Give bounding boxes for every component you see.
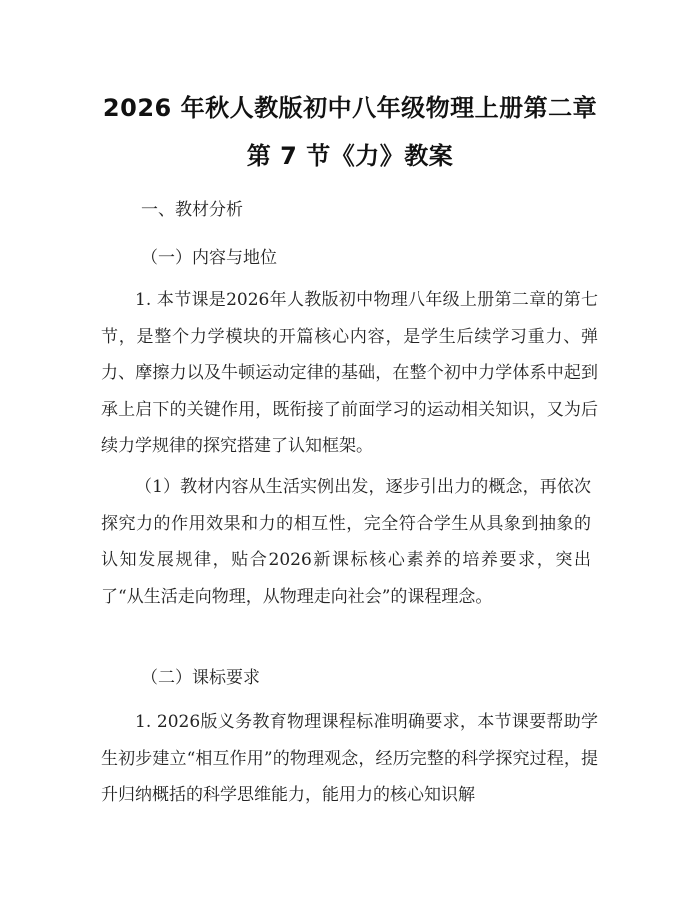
subsection-heading-curriculum-requirements: （二）课标要求 bbox=[141, 668, 260, 688]
paragraph-textbook-content: （1）教材内容从生活实例出发，逐步引出力的概念，再依次探究力的作用效果和力的相互性，完全符合学生从具象到抽象的认知发展规律，贴合2026新课标核心素养的培养要求，突出了“从生活走向物理，从物理走向社会”的课程理念。 bbox=[101, 477, 591, 607]
subsection-heading-content-and-position: （一）内容与地位 bbox=[141, 248, 277, 268]
document-title-line-2: 第 7 节《力》教案 bbox=[246, 142, 454, 170]
paragraph-content-position: 1. 本节课是2026年人教版初中物理八年级上册第二章的第七节，是整个力学模块的开篇核心内容，是学生后续学习重力、弹力、摩擦力以及牛顿运动定律的基础，在整个初中力学体系中起到承上启下的关键作用，既衔接了前面学习的运动相关知识，又为后续力学规律的探究搭建了认知框架。 bbox=[101, 290, 598, 456]
section-heading-textbook-analysis: 一、教材分析 bbox=[141, 200, 243, 220]
document-title-line-1: 2026 年秋人教版初中八年级物理上册第二章 bbox=[102, 94, 598, 122]
paragraph-curriculum-requirements: 1. 2026版义务教育物理课程标准明确要求，本节课要帮助学生初步建立“相互作用”的物理观念，经历完整的科学探究过程，提升归纳概括的科学思维能力，能用力的核心知识解 bbox=[101, 712, 598, 805]
